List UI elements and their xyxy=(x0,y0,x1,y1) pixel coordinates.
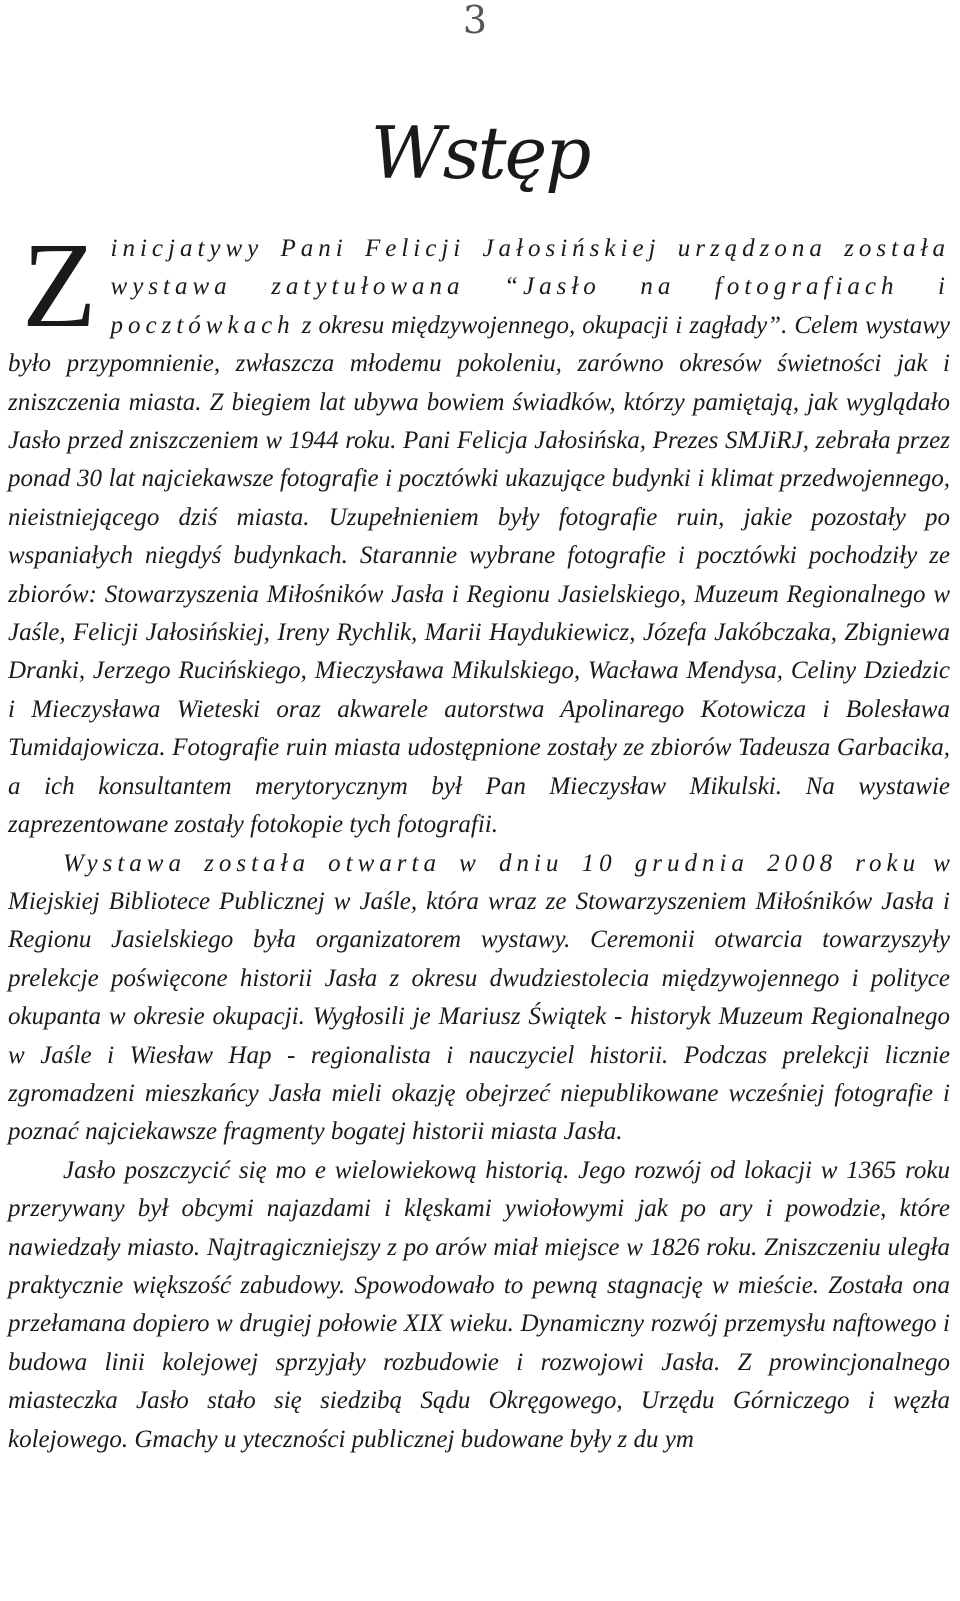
paragraph-1-text: z okresu międzywojennego, okupacji i zagłady”. Celem wystawy było przypomnienie, zwłaszcza młodemu pokoleniu, zarówno okresów świetności jak i zniszczenia miasta. Z biegiem lat ubywa bowiem świadków, którzy pamiętają, jak wyglądało Jasło przed zniszczeniem w 1944 roku. Pani Felicja Jałosińska, Prezes SMJiRJ, zebrała przez ponad 30 lat najciekawsze fotografie i pocztówki ukazujące budynki i klimat przedwojennego, nieistniejącego dziś miasta. Uzupełnieniem były fotografie ruin, jakie pozostały po wspaniałych niegdyś budynkach. Starannie wybrane fotografie i pocztówki pochodziły ze zbiorów: Stowarzyszenia Miłośników Jasła i Regionu Jasielskiego, Muzeum Regionalnego w Jaśle, Felicji Jałosińskiej, Ireny Rychlik, Marii Haydukiewicz, Józefa Jakóbczaka, Zbigniewa Dranki, Jerzego Rucińskiego, Mieczysława Mikulskiego, Wacława Mendysa, Celiny Dziedzic i Mieczysława Wieteski oraz akwarele autorstwa Apolinarego Kotowicza i Bolesława Tumidajowicza. Fotografie ruin miasta udostępnione zostały ze zbiorów Tadeusza Garbacika, a ich konsultantem merytorycznym był Pan Mieczysław Mikulski. Na wystawie zaprezentowane zostały fotokopie tych fotografii. xyxy=(8,311,950,839)
paragraph-3-text: Jasło poszczycić się mo e wielowiekową historią. Jego rozwój od lokacji w 1365 roku przerywany był obcymi najazdami i klęskami ywiołowymi jak po ary i powodzie, które nawiedzały miasto. Najtragiczniejszy z po arów miał miejsce w 1826 roku. Zniszczeniu uległa praktycznie większość zabudowy. Spowodowało to pewną stagnację w mieście. Została ona przełamana dopiero w drugiej połowie XIX wieku. Dynamiczny rozwój przemysłu naftowego i budowa linii kolejowej sprzyjały rozbudowie i rozwojowi Jasła. Z prowincjonalnego miasteczka Jasło stało się siedzibą Sądu Okręgowego, Urzędu Górniczego i węzła kolejowego. Gmachy u yteczności publicznej budowane były z du ym xyxy=(8,1156,950,1453)
paragraph-2-text: w Miejskiej Bibliotece Publicznej w Jaśle, która wraz ze Stowarzyszeniem Miłośników Jasła i Regionu Jasielskiego była organizatorem wystawy. Ceremonii otwarcia towarzyszyły prelekcje poświęcone historii Jasła z okresu dwudziestolecia międzywojennego i polityce okupanta w okresie okupacji. Wygłosili je Mariusz Świątek - historyk Muzeum Regionalnego w Jaśle i Wiesław Hap - regionalista i nauczyciel historii. Podczas prelekcji licznie zgromadzeni mieszkańcy Jasła mieli okazję obejrzeć niepublikowane wcześniej fotografie i poznać najciekawsze fragmenty bogatej historii miasta Jasła. xyxy=(8,849,950,1146)
drop-cap: Z xyxy=(22,218,97,353)
paragraph-3 xyxy=(8,1152,950,1459)
paragraph-2 xyxy=(8,845,950,1152)
page-number: 3 xyxy=(462,0,488,42)
chapter-title: Wstęp xyxy=(370,111,590,195)
paragraph-1 xyxy=(8,218,950,845)
body-text xyxy=(8,218,950,1459)
paragraph-1-opening: inicjatywy Pani Felicji Jałosińskiej urządzona została wystawa zatytułowana “Jasło na fotografiach i pocztówkach xyxy=(110,235,950,339)
paragraph-2-opening: Wystawa została otwarta w dniu 10 grudnia 2008 roku xyxy=(63,849,921,877)
